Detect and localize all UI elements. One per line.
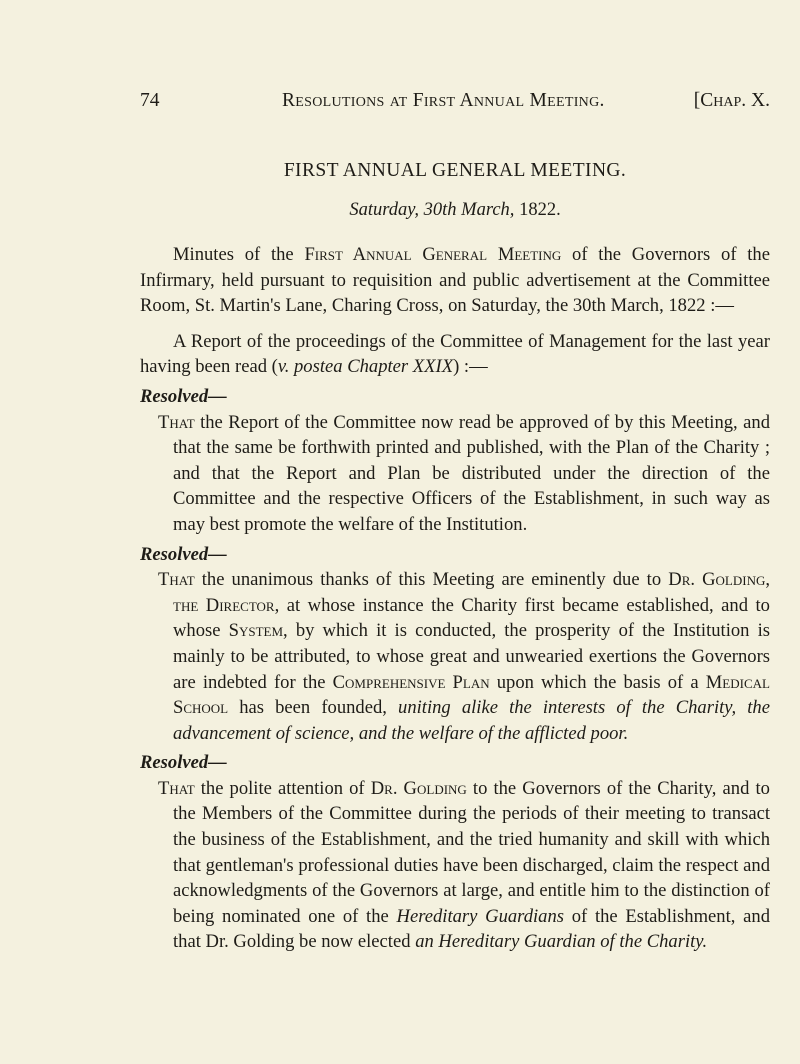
- resolution-2: [158, 567, 771, 746]
- italic-run: uniting alike the interests of the Charity, the advancement of science, and the welfare of the afflicted poor.: [173, 697, 770, 744]
- italic-run: Hereditary Guardians: [396, 905, 565, 927]
- section-title: FIRST ANNUAL GENERAL MEETING.: [283, 160, 627, 181]
- text-run: Minutes of the: [173, 244, 294, 265]
- resolution-3: [158, 776, 770, 955]
- resolved-label-2: Resolved—: [140, 543, 227, 565]
- text-run: to the Governors of the Charity, and to the Members of the Committee during the periods of their meeting to transact the business of the Establishment, and the tried humanity and skill with which that gentleman's professional duties have been discharged, claim the respect and acknowledgments of the Governors at large, and entitle him to the distinction of being nominated one of the: [173, 777, 770, 927]
- text-run: ) :—: [453, 356, 488, 378]
- dateline-date: Saturday, 30th March,: [349, 200, 515, 220]
- text-run: the polite attention of: [200, 777, 365, 799]
- emphasis-plan: Comprehensive Plan: [332, 671, 490, 693]
- resolution-lead: That: [158, 569, 195, 591]
- cross-reference: v. postea Chapter XXIX: [277, 356, 454, 378]
- text-run: of the Establishment, and that Dr. Golding be now elected: [173, 905, 770, 953]
- intro-paragraph-report: [140, 329, 770, 380]
- running-title: Resolutions at First Annual Meeting.: [282, 90, 605, 111]
- person-name: Dr. Golding, the Director,: [173, 569, 771, 616]
- text-run: the unanimous thanks of this Meeting are eminently due to: [201, 569, 662, 591]
- text-run: upon which the basis of a: [496, 671, 699, 693]
- text-run: the Report of the Committee now read be approved of by this Meeting, and that the same be forthwith printed and published, with the Plan of the Charity ; and that the Report and Plan be distributed under the direction of the Committee and the respective Officers of the Establishment, in such way as may best promote the welfare of the Institution.: [173, 411, 770, 535]
- italic-run: an Hereditary Guardian of the Charity.: [415, 931, 708, 953]
- emphasis-school: Medical School: [173, 671, 770, 719]
- page-number: 74: [140, 90, 160, 111]
- intro-paragraph-minutes: [140, 242, 770, 319]
- dateline-year: 1822.: [519, 200, 561, 220]
- text-run: at whose instance the Charity first became established, and to whose: [173, 594, 770, 642]
- resolved-label-1: Resolved—: [140, 385, 227, 407]
- chapter-marker: [Chap. X.: [693, 90, 770, 111]
- text-run: of the Governors of the Infirmary, held pursuant to requisition and public advertisement at the Committee Room, St. Martin's Lane, Charing Cross, on Saturday, the 30th March, 1822 :—: [140, 244, 770, 317]
- body-text: [140, 242, 770, 955]
- emphasis-system: System,: [228, 620, 288, 642]
- resolution-lead: That: [158, 411, 195, 433]
- text-run: A Report of the proceedings of the Committee of Management for the last year having been read (: [140, 330, 770, 378]
- resolved-label-3: Resolved—: [140, 752, 227, 774]
- meeting-name: First Annual General Meeting: [304, 244, 562, 265]
- resolution-1: [158, 410, 770, 538]
- text-run: has been founded,: [239, 697, 387, 719]
- person-name: Dr. Golding: [370, 777, 467, 799]
- resolution-lead: That: [158, 777, 195, 799]
- dateline: [140, 200, 770, 221]
- text-run: by which it is conducted, the prosperity of the Institution is mainly to be attributed, to whose great and unwearied exertions the Governors are indebted for the: [173, 620, 770, 693]
